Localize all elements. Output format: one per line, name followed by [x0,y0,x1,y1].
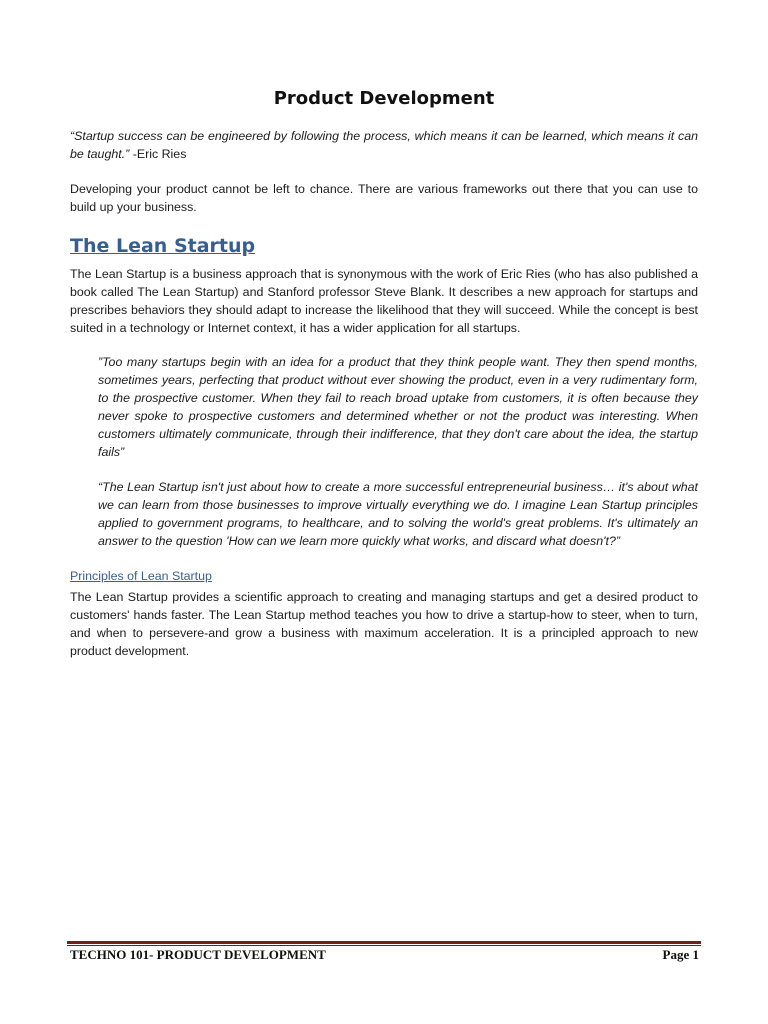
block-quote: “The Lean Startup isn't just about how to create a more successful entrepreneurial business… it's about what we can learn from those businesses to improve virtually everything we do. I imagine Lean Startup principles applied to government programs, to healthcare, and to solving the world's great problems. It's ultimately an answer to the question 'How can we learn more quickly what works, and discard what doesn't?” [98,480,698,548]
page-content [70,88,698,660]
page-title: Product Development [273,88,495,109]
page-footer [70,947,699,963]
subsection-heading-principles: Principles of Lean Startup [70,569,212,583]
block-quote: ”Too many startups begin with an idea for a product that they think people want. They then spend months, sometimes years, perfecting that product without ever showing the product, even in a very rudimentary form, to the prospective customer. When they fail to reach broad uptake from customers, it is often because they never spoke to prospective customers and determined whether or not the product was interesting. When customers ultimately communicate, through their indifference, that they don't care about the idea, the startup fails” [98,355,698,459]
footer-course-title: TECHNO 101- PRODUCT DEVELOPMENT [70,947,326,962]
intro-quote-attribution: -Eric Ries [129,147,187,161]
intro-paragraph: Developing your product cannot be left to chance. There are various frameworks out there that you can use to build up your business. [70,182,698,214]
section-heading-lean-startup: The Lean Startup [70,235,256,257]
intro-quote-text: “Startup success can be engineered by following the process, which means it can be learned, which means it can be taught.” [70,129,698,161]
intro-quote [70,127,698,163]
section-body: The Lean Startup is a business approach that is synonymous with the work of Eric Ries (who has also published a book called The Lean Startup) and Stanford professor Steve Blank. It describes a new approach for startups and prescribes behaviors they should adapt to increase the likelihood that they will succeed. While the concept is best suited in a technology or Internet context, it has a wider application for all startups. [70,267,698,335]
footer-divider [67,941,701,946]
subsection-body: The Lean Startup provides a scientific approach to creating and managing startups and get a desired product to customers' hands faster. The Lean Startup method teaches you how to drive a startup-how to steer, when to turn, and when to persevere-and grow a business with maximum acceleration. It is a principled approach to new product development. [70,590,698,658]
footer-page-number: Page 1 [662,947,699,962]
